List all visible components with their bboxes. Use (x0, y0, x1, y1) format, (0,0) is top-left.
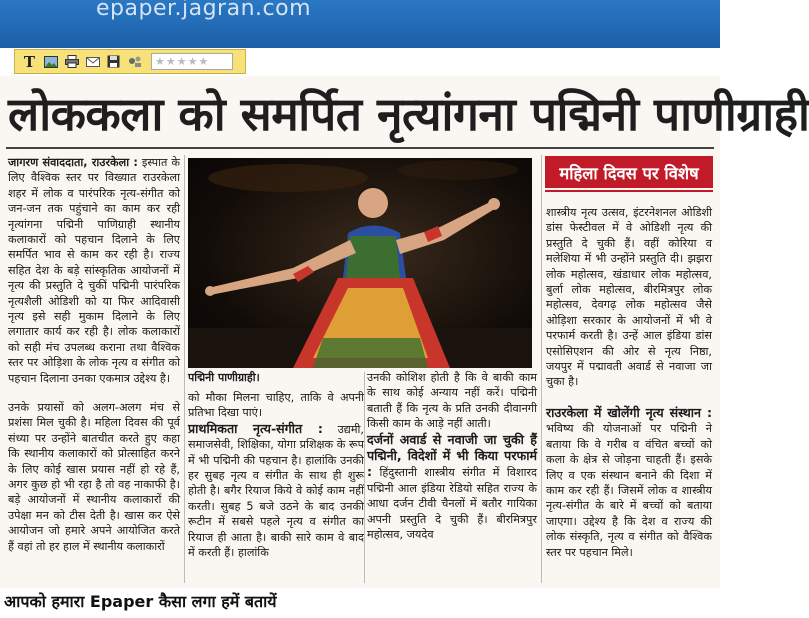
email-icon[interactable] (84, 53, 101, 70)
article-body-text: हिंदुस्तानी शास्त्रीय संगीत में विशारद पद्मिनी आल इंडिया रेडियो सहित राज्य के आधा दर्जन टीवी चैनलों में बतौर गायिका अपनी प्रस्तुति दे चुकी हैं। बीरमित्रपुर महोत्सव, जयदेव (367, 466, 537, 542)
article-body-text: उद्यमी, समाजसेवी, शिक्षिका, योगा प्रशिक्षक के रूप में भी पद्मिनी की पहचान है। हालांकि उनकी हर सुबह नृत्य व संगीत के साथ ही शुरू होती है। बगैर रियाज किये वे कोई काम नहीं करती। सुबह 5 बजे उठने के बाद उनकी रूटीन में सबसे पहले नृत्य व संगीत का रियाज ही आता है। बाकी सारे काम वे बाद में करती हैं। हालांकि (188, 422, 364, 560)
article-column-4 (546, 205, 712, 390)
article-dateline: जागरण संवाददाता, राउरकेला : (8, 156, 138, 169)
star-icon[interactable]: ★ (198, 55, 209, 68)
badge-underline (545, 190, 713, 192)
article-subhead: दर्जनों अवार्ड से नवाजी जा चुकी हैं पद्मिनी, विदेशों में भी किया परफार्म : (367, 431, 537, 480)
text-view-button[interactable]: T (23, 52, 36, 71)
article-column-4-continued (546, 405, 712, 560)
article-body-text: इस्पात के लिए वैश्विक स्तर पर विख्यात राउरकेला शहर में लोक व पारंपरिक नृत्य-संगीत को जन-जन तक पहुंचाने का काम कर रही नृत्यांगना पद्मिनी पाणिग्राही स्थानीय कलाकारों को पहचान दिलाने के लिए समर्पित भाव से काम कर रही है। राज्य सहित देश के बड़े सांस्कृतिक आयोजनों में नृत्य की प्रस्तुति दे चुकीं पद्मिनी पारंपरिक नृत्यशैली ओडिशी को या फिर आदिवासी नृत्य इसे सही मुकाम दिलाने के लिए लगातार कार्य कर रही है। लोक कलाकारों को सही मंच उपलब्ध कराना तथा वैश्विक स्तर पर ओड़िशा के लोक नृत्य व संगीत को पहचान दिलाना उनका एकमात्र उद्देश्य है। (8, 156, 181, 385)
save-icon[interactable] (105, 53, 122, 70)
article-column-2 (188, 390, 364, 560)
article-headline: लोककला को समर्पित नृत्यांगना पद्मिनी पाणीग्राही (8, 87, 809, 141)
article-body-text: शास्त्रीय नृत्य उत्सव, इंटरनेशनल ओडिशी डांस फेस्टीवल में वे ओडिशी नृत्य की प्रस्तुति दे चुकी हैं। वहीं कोरिया व मलेशिया में भी उन्होंने प्रस्तुति दी। झझरा लोक महोत्सव, खंडाधार लोक महोत्सव, बुर्ला लोक महोत्सव, बीरमित्रपुर लोक महोत्सव, देवगढ़ लोक महोत्सव जैसे ओड़िशा सरकार के आयोजनों में भी वे परफार्म करती है। उन्हें आल इंडिया डांस एसोसिएशन की ओर से नृत्य निष्ठा, जयपुर में पद्मावती अवार्ड से नवाजा जा चुका है। (546, 206, 712, 389)
site-header (0, 0, 720, 48)
article-column-1 (8, 155, 180, 386)
star-icon[interactable]: ★ (165, 55, 176, 68)
star-icon[interactable]: ★ (155, 55, 165, 68)
column-divider (541, 155, 542, 583)
article-column-1-continued (8, 400, 180, 554)
column-divider (364, 372, 365, 583)
article-subhead: प्राथमिकता नृत्य-संगीत : (188, 420, 323, 436)
column-divider (184, 155, 185, 583)
dancer-photo (188, 158, 532, 368)
print-icon[interactable] (63, 53, 80, 70)
share-icon[interactable] (126, 53, 143, 70)
article-body-text: उनकी कोशिश होती है कि वे बाकी काम के साथ कोई अन्याय नहीं करें। पद्मिनी बताती हैं कि नृत्य के प्रति उनकी दीवानगी किसी काम के आड़े नहीं आती। (367, 371, 537, 431)
article-body-text: को मौका मिलना चाहिए, ताकि वे अपनी प्रतिभा दिखा पाएं। (188, 391, 364, 420)
article-body-text: उनके प्रयासों को अलग-अलग मंच से प्रशंसा मिल चुकी है। महिला दिवस की पूर्व संध्या पर उन्होंने बातचीत करते हुए कहा कि स्थानीय कलाकारों को प्रोत्साहित करने के लिए कोई खास प्रयास नहीं हो रहे हैं, अगर कुछ हो भी रहा है तो वह नाकाफी है। बड़े आयोजनों में स्थानीय कलाकारों की उपेक्षा मन को टीस देती है। खास कर ऐसे आयोजन जो हमारे अपने आयोजित करते हैं वहां तो हर हाल में स्थानीय कलाकारों (8, 401, 180, 553)
star-icon[interactable]: ★ (176, 55, 187, 68)
site-name[interactable]: epaper.jagran.com (96, 0, 312, 21)
photo-caption: पद्मिनी पाणीग्राही। (188, 370, 364, 385)
rating-stars[interactable] (151, 53, 233, 70)
special-badge: महिला दिवस पर विशेष (545, 156, 713, 188)
article-body-text: भविष्य की योजनाओं पर पद्मिनी ने बताया कि वे गरीब व वंचित बच्चों को कला के क्षेत्र से जोड़ना चाहती हैं। इसके लिए व एक संस्थान बनाने की दिशा में काम कर रही हैं। जिसमें लोक व शास्त्रीय नृत्य-संगीत के बारे में बच्चों को बताया जाएगा। उद्देश्य है कि देश व राज्य की लोक संस्कृति, नृत्य व संगीत को वैश्विक स्तर पर पहचान मिले। (546, 422, 712, 559)
headline-rule (6, 147, 714, 149)
article-subhead: राउरकेला में खोलेंगी नृत्य संस्थान : (546, 405, 712, 420)
article-column-3 (367, 370, 537, 542)
article-toolbar (14, 49, 246, 74)
feedback-link[interactable]: आपको हमारा Epaper कैसा लगा हमें बतायें (4, 592, 277, 611)
star-icon[interactable]: ★ (187, 55, 198, 68)
image-icon[interactable] (42, 53, 59, 70)
